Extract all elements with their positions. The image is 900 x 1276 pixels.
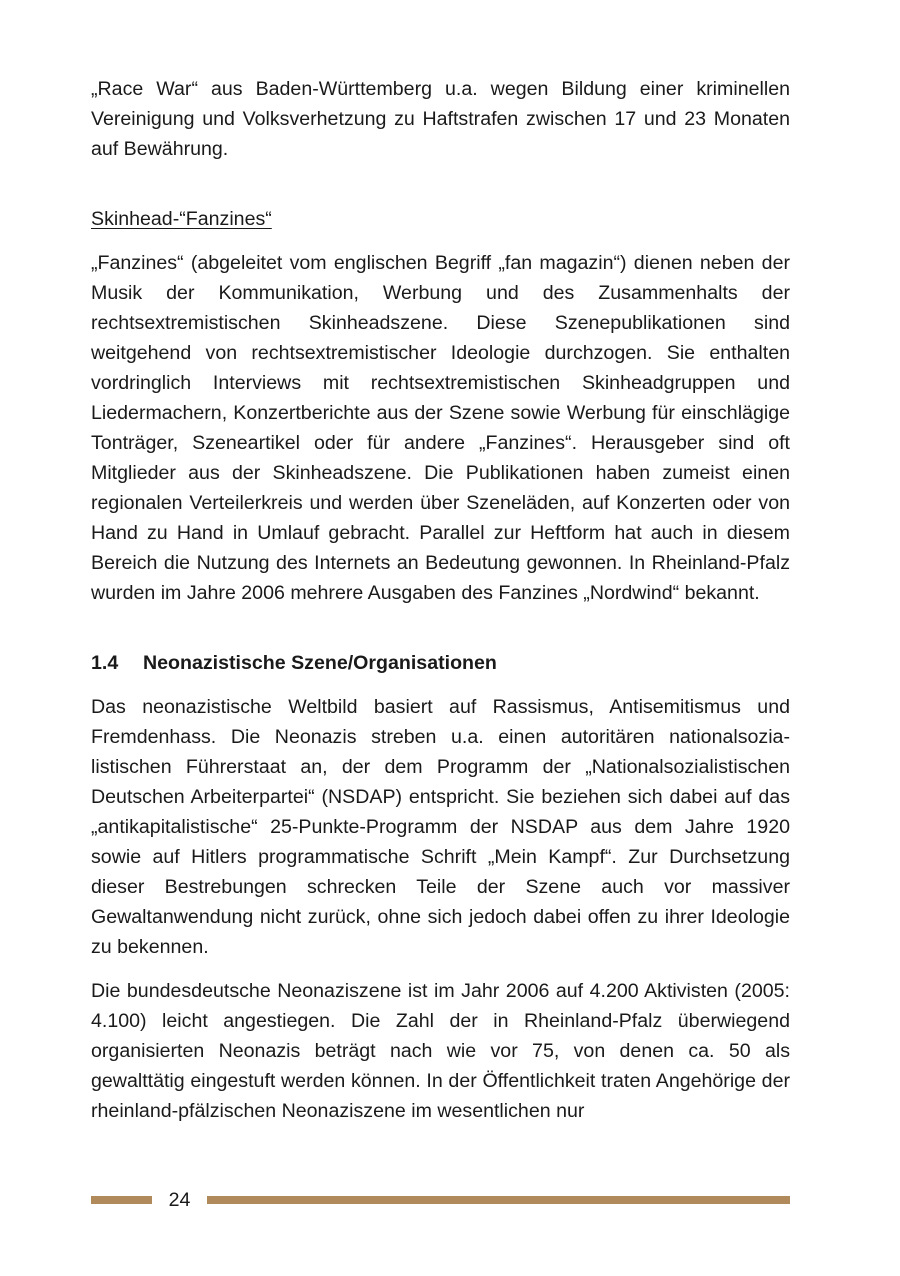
subheading-fanzines: Skinhead-“Fanzines“	[91, 208, 272, 230]
page-footer	[91, 1186, 790, 1216]
section-heading	[91, 648, 790, 678]
paragraph-weltbild: Das neonazistische Weltbild basiert auf Rassismus, Antisemitismus und Fremdenhass. Die Neonazis streben u.a. einen autoritären nationalsozialistischen Führerstaat an, der dem Programm der „Nationalsozialistischen Deutschen Arbeiterpartei“ (NSDAP) entspricht. Sie beziehen sich dabei auf das „antikapitalistische“ 25-Punkte-Programm der NSDAP aus dem Jahre 1920 sowie auf Hitlers programmatische Schrift „Mein Kampf“. Zur Durchsetzung dieser Bestrebungen schrecken Teile der Szene auch vor massiver Gewaltanwendung nicht zurück, ohne sich jedoch dabei offen zu ihrer Ideologie zu bekennen.	[91, 696, 790, 958]
section-title: Neonazistische Szene/Organisationen	[143, 652, 497, 674]
paragraph-bundes: Die bundesdeutsche Neonaziszene ist im Jahr 2006 auf 4.200 Aktivisten (2005: 4.100) leicht angestiegen. Die Zahl der in Rheinland-Pfalz überwiegend organisierten Neonazis beträgt nach wie vor 75, von denen ca. 50 als gewalttätig eingestuft werden können. In der Öffentlichkeit traten Angehörige der rheinland-pfälzischen Neonaziszene im wesentlichen nur	[91, 980, 790, 1122]
footer-bar-left	[91, 1196, 152, 1204]
page-number: 24	[168, 1189, 191, 1211]
page-body	[91, 74, 790, 1126]
paragraph-fanzines: „Fanzines“ (abgeleitet vom englischen Begriff „fan magazin“) dienen neben der Musik der Kommunikation, Werbung und des Zusammenhalts der rechtsextremistischen Skinheadszene. Diese Szenepublikationen sind weitgehend von rechtsextremistischer Ideologie durchzogen. Sie enthalten vordringlich Interviews mit rechtsextremistischen Skinheadgruppen und Liedermachern, Konzertberichte aus der Szene sowie Werbung für einschlägige Tonträger, Szeneartikel oder für andere „Fanzines“. Herausgeber sind oft Mitglieder aus der Skinheadszene. Die Publikationen haben zumeist einen regionalen Verteilerkreis und werden über Szeneläden, auf Konzerten oder von Hand zu Hand in Umlauf gebracht. Parallel zur Heftform hat auch in diesem Bereich die Nutzung des Internets an Bedeutung gewonnen. In Rheinland-Pfalz wurden im Jahre 2006 mehrere Ausgaben des Fanzines „Nordwind“ bekannt.	[91, 252, 790, 604]
footer-bar-right	[207, 1196, 790, 1204]
paragraph-intro: „Race War“ aus Baden-Württemberg u.a. wegen Bildung einer kriminellen Vereinigung und Volksverhetzung zu Haftstrafen zwischen 17 und 23 Monaten auf Bewährung.	[91, 78, 790, 160]
section-number: 1.4	[91, 652, 119, 674]
